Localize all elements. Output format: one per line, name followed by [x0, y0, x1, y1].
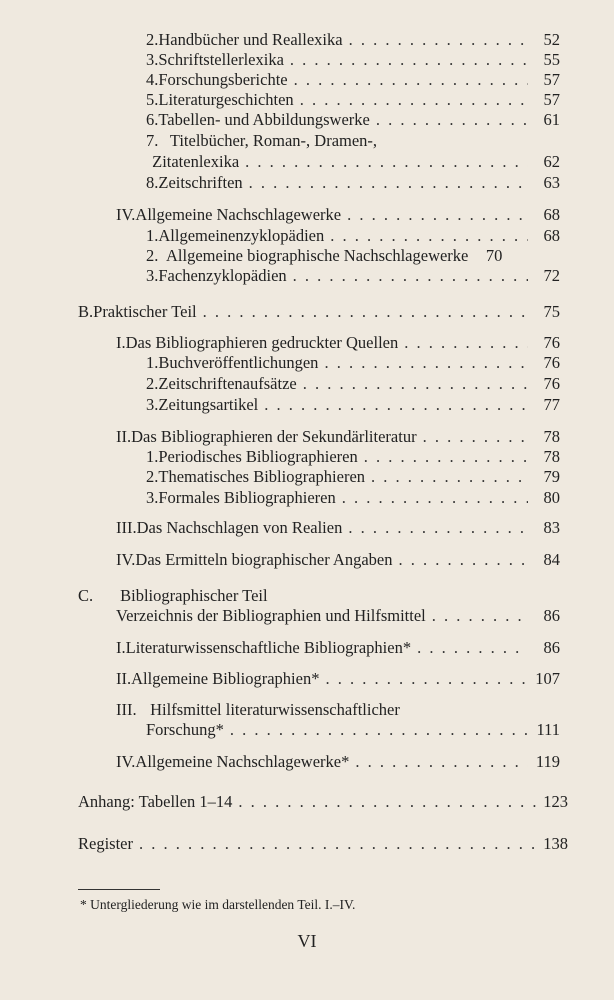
entry-label: Allgemeinenzyklopädien [158, 226, 325, 245]
toc-entry [116, 205, 560, 225]
entry-page: 61 [543, 110, 560, 129]
entry-label: Formales Bibliographieren [158, 488, 336, 507]
toc-entry [116, 638, 560, 658]
entry-number: III. [116, 700, 137, 719]
entry-page: 79 [543, 467, 560, 486]
toc-entry [146, 173, 560, 193]
toc-section [78, 586, 268, 606]
leader-dots [371, 467, 528, 487]
toc-entry [116, 606, 560, 626]
entry-number: II. [116, 427, 132, 446]
leader-dots [376, 110, 528, 130]
leader-dots [294, 70, 528, 90]
entry-page: 77 [543, 395, 560, 414]
entry-number: 6. [146, 110, 159, 129]
leader-dots [330, 226, 528, 246]
entry-label: Tabellen- und Abbildungswerke [158, 110, 370, 129]
entry-label: Allgemeine Nachschlagewerke [135, 205, 342, 224]
leader-dots [349, 30, 528, 50]
leader-dots [398, 550, 528, 570]
leader-dots [139, 834, 536, 854]
section-letter: C. [78, 586, 94, 605]
leader-dots [417, 638, 528, 658]
leader-dots [303, 374, 528, 394]
leader-dots [245, 152, 528, 172]
leader-dots [324, 353, 528, 373]
toc-entry [146, 353, 560, 373]
entry-page: 63 [543, 173, 560, 192]
toc-entry [116, 333, 560, 353]
entry-label: Praktischer Teil [93, 302, 197, 321]
entry-page: 86 [543, 638, 560, 657]
entry-page: 111 [536, 720, 560, 739]
leader-dots [290, 50, 528, 70]
entry-label: Buchveröffentlichungen [158, 353, 319, 372]
toc-entry [146, 110, 560, 130]
toc-entry [146, 246, 560, 266]
entry-label: Periodisches Bibliographieren [158, 447, 358, 466]
section-letter: B. [78, 302, 94, 321]
entry-label: Zeitschriften [158, 173, 243, 192]
toc-entry [78, 834, 568, 854]
entry-page: 119 [535, 752, 560, 771]
leader-dots [238, 792, 536, 812]
leader-dots [342, 488, 528, 508]
entry-label: Das Bibliographieren der Sekundärliteratur [131, 427, 417, 446]
toc-entry [116, 550, 560, 570]
leader-dots [300, 90, 528, 110]
entry-number: 5. [146, 90, 159, 109]
entry-page: 123 [543, 792, 568, 811]
leader-dots [364, 447, 528, 467]
entry-page: 70 [485, 246, 503, 265]
entry-label: Allgemeine Bibliographien* [131, 669, 320, 688]
entry-label: Register [78, 834, 133, 853]
toc-entry [116, 427, 560, 447]
entry-page: 62 [543, 152, 560, 171]
entry-page: 84 [543, 550, 560, 569]
leader-dots [293, 266, 528, 286]
entry-number: 3. [146, 488, 159, 507]
entry-page: 57 [543, 90, 560, 109]
entry-label: Allgemeine Nachschlagewerke* [135, 752, 350, 771]
leader-dots [432, 606, 528, 626]
leader-dots [249, 173, 528, 193]
entry-label: Literaturwissenschaftliche Bibliographien* [125, 638, 412, 657]
entry-label: Fachenzyklopädien [158, 266, 287, 285]
toc-entry [146, 30, 560, 50]
page-number: VI [297, 931, 317, 951]
entry-label: Forschung* [146, 720, 224, 739]
toc-entry [116, 700, 400, 720]
entry-number: I. [116, 638, 126, 657]
entry-number: 2. [146, 30, 159, 49]
entry-label: Bibliographischer Teil [120, 586, 268, 605]
entry-page: 55 [543, 50, 560, 69]
entry-number: 4. [146, 70, 159, 89]
toc-entry [146, 266, 560, 286]
entry-number: IV. [116, 752, 136, 771]
entry-page: 76 [543, 374, 560, 393]
entry-page: 80 [543, 488, 560, 507]
toc-entry [146, 488, 560, 508]
entry-label: Forschungsberichte [158, 70, 288, 89]
toc-entry [116, 752, 560, 772]
entry-number: 2. [146, 467, 159, 486]
entry-number: 7. [146, 131, 159, 150]
entry-page: 76 [543, 333, 560, 352]
entry-number: IV. [116, 550, 136, 569]
entry-label: Allgemeine biographische Nachschlagewerke [166, 246, 469, 265]
footnote-rule [78, 889, 160, 890]
leader-dots [347, 205, 528, 225]
entry-label: Das Ermitteln biographischer Angaben [135, 550, 393, 569]
toc-entry [146, 374, 560, 394]
leader-dots [264, 395, 528, 415]
leader-dots [423, 427, 528, 447]
entry-label: Zeitschriftenaufsätze [158, 374, 297, 393]
toc-entry [146, 90, 560, 110]
entry-number: 8. [146, 173, 159, 192]
leader-dots [230, 720, 528, 740]
toc-entry [146, 131, 377, 151]
toc-entry [146, 50, 560, 70]
entry-label: Zitatenlexika [152, 152, 240, 171]
toc-entry [146, 152, 560, 172]
toc-entry [146, 226, 560, 246]
entry-label: Zeitungsartikel [158, 395, 259, 414]
entry-label: Literaturgeschichten [158, 90, 294, 109]
entry-page: 52 [543, 30, 560, 49]
entry-number: IV. [116, 205, 136, 224]
leader-dots [404, 333, 528, 353]
footnote: * Untergliederung wie im darstellenden Teil. I.–IV. [80, 897, 356, 912]
entry-label: Thematisches Bibliographieren [158, 467, 366, 486]
entry-page: 68 [543, 226, 560, 245]
entry-number: 1. [146, 226, 159, 245]
leader-dots [203, 302, 528, 322]
entry-page: 75 [543, 302, 560, 321]
entry-number: 2. [146, 374, 159, 393]
leader-dots [325, 669, 528, 689]
entry-label: Hilfsmittel literaturwissenschaftlicher [150, 700, 400, 719]
entry-label: Titelbücher, Roman-, Dramen-, [169, 131, 378, 150]
entry-label: Handbücher und Reallexika [158, 30, 343, 49]
entry-number: 1. [146, 447, 159, 466]
toc-entry [116, 518, 560, 538]
entry-page: 57 [543, 70, 560, 89]
toc-section [78, 302, 560, 322]
toc-entry [146, 720, 560, 740]
entry-number: 3. [146, 395, 159, 414]
toc-entry [78, 792, 568, 812]
entry-label: Das Bibliographieren gedruckter Quellen [125, 333, 399, 352]
entry-number: 1. [146, 353, 159, 372]
leader-dots [348, 518, 528, 538]
entry-page: 78 [543, 447, 560, 466]
entry-label: Das Nachschlagen von Realien [136, 518, 343, 537]
entry-page: 76 [543, 353, 560, 372]
entry-page: 138 [543, 834, 568, 853]
entry-page: 86 [543, 606, 560, 625]
entry-number: 3. [146, 50, 159, 69]
entry-page: 68 [543, 205, 560, 224]
toc-entry [116, 669, 560, 689]
toc-entry [146, 467, 560, 487]
toc-entry [146, 447, 560, 467]
entry-number: 3. [146, 266, 159, 285]
entry-page: 72 [543, 266, 560, 285]
leader-dots [355, 752, 528, 772]
entry-number: III. [116, 518, 137, 537]
entry-page: 78 [543, 427, 560, 446]
entry-label: Anhang: Tabellen 1–14 [78, 792, 233, 811]
toc-entry [146, 70, 560, 90]
entry-number: II. [116, 669, 132, 688]
entry-label: Schriftstellerlexika [158, 50, 284, 69]
entry-page: 83 [543, 518, 560, 537]
entry-page: 107 [535, 669, 560, 688]
toc-entry [146, 395, 560, 415]
entry-number: 2. [146, 246, 159, 265]
entry-number: I. [116, 333, 126, 352]
entry-label: Verzeichnis der Bibliographien und Hilfsmittel [116, 606, 426, 625]
